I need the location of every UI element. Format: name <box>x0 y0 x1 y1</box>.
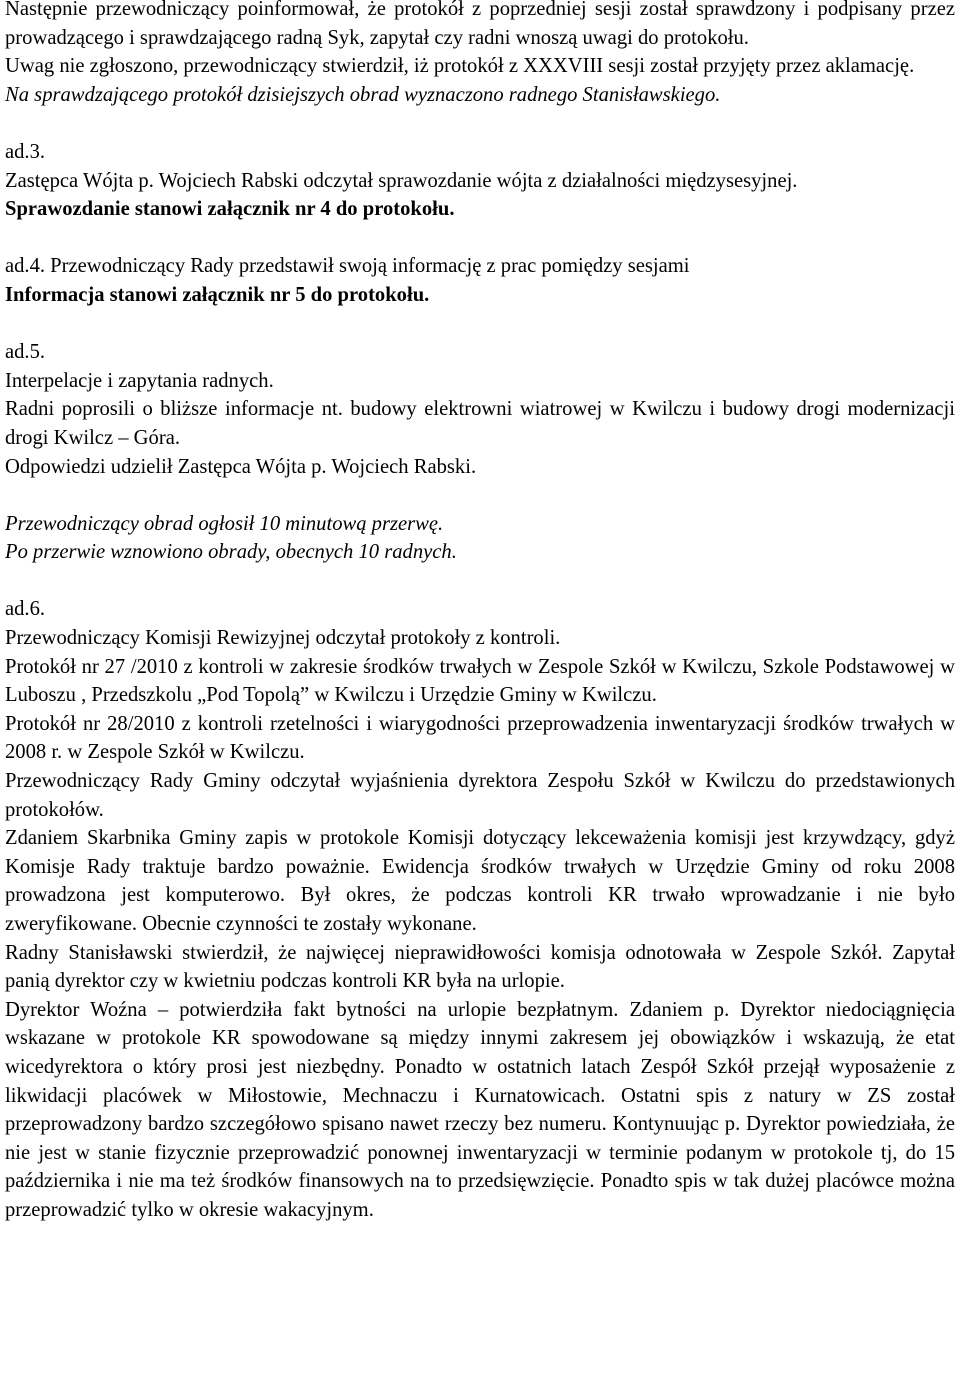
paragraph-director-explanations: Przewodniczący Rady Gminy odczytał wyjaśnienia dyrektora Zespołu Szkół w Kwilczu do przedstawionych protokołów. <box>5 770 955 821</box>
paragraph-protocol-accepted: Uwag nie zgłoszono, przewodniczący stwierdził, iż protokół z XXXVIII sesji został przyjęty przez aklamację. <box>5 55 915 78</box>
agenda-item-heading: ad.6. <box>5 598 46 621</box>
paragraph-director-response: Dyrektor Woźna – potwierdziła fakt bytności na urlopie bezpłatnym. Zdaniem p. Dyrektor niedociągnięcia wskazane w protokole KR spowodowane są między innymi zakresem jej obowiązków i wskazują, że etat wicedyrektora o który prosi jest niezbędny. Ponadto w ostatnich latach Zespół Szkół przejął wyposażenie z likwidacji placówek w Miłostowie, Mechnaczu i Kurnatowicach. Ostatni spis z natury w ZS został przeprowadzony bardzo szczegółowo spisano nawet rzeczy bez numeru. Kontynuując p. Dyrektor powiedziała, że nie jest w stanie fizycznie przeprowadzić ponownej inwentaryzacji w terminie podanym w protokole tj, do 15 października i nie ma też środków finansowych na to przedsięwzięcie. Ponadto spis w tak dużej placówce można przeprowadzić tylko w okresie wakacyjnym. <box>5 998 955 1221</box>
paragraph-councillors-questions: Radni poprosili o bliższe informacje nt. budowy elektrowni wiatrowej w Kwilczu i budowy drogi modernizacji drogi Kwilcz – Góra. <box>5 398 955 449</box>
paragraph-spacer <box>5 109 955 138</box>
paragraph-answers: Odpowiedzi udzielił Zastępca Wójta p. Wojciech Rabski. <box>5 455 477 478</box>
paragraph-spacer <box>5 224 955 253</box>
paragraph-protocol-reviewer: Na sprawdzającego protokół dzisiejszych obrad wyznaczono radnego Stanisławskiego. <box>5 83 721 106</box>
paragraph-attachment-4-note: Sprawozdanie stanowi załącznik nr 4 do protokołu. <box>5 198 455 221</box>
paragraph-deputy-report: Zastępca Wójta p. Wojciech Rabski odczytał sprawozdanie wójta z działalności międzysesyjnej. <box>5 169 798 192</box>
paragraph-attachment-5-note: Informacja stanowi załącznik nr 5 do protokołu. <box>5 283 430 306</box>
paragraph-break-announced: Przewodniczący obrad ogłosił 10 minutową przerwę. <box>5 512 444 535</box>
paragraph-spacer <box>5 310 955 339</box>
paragraph-protocol-28: Protokół nr 28/2010 z kontroli rzetelności i wiarygodności przeprowadzenia inwentaryzacji środków trwałych w 2008 r. w Zespole Szkół w Kwilczu. <box>5 712 955 764</box>
agenda-item-heading: ad.5. <box>5 341 46 364</box>
paragraph-session-resumed: Po przerwie wznowiono obrady, obecnych 10 radnych. <box>5 541 457 564</box>
paragraph-spacer <box>5 481 955 510</box>
paragraph-chairman-info: ad.4. Przewodniczący Rady przedstawił swoją informację z prac pomiędzy sesjami <box>5 255 690 278</box>
paragraph-audit-protocols: Przewodniczący Komisji Rewizyjnej odczytał protokoły z kontroli. <box>5 627 561 650</box>
paragraph-interpellations-title: Interpelacje i zapytania radnych. <box>5 369 274 392</box>
paragraph-treasurer-opinion: Zdaniem Skarbnika Gminy zapis w protokole Komisji dotyczący lekceważenia komisji jest krzywdzący, gdyż Komisje Rady traktuje bardzo poważnie. Ewidencja środków trwałych w Urzędzie Gminy od roku 2008 prowadzona jest komputerowo. Był okres, że podczas kontroli KR trwało wprowadzanie i nie było zweryfikowane. Obecnie czynności te zostały wykonane. <box>5 827 955 935</box>
paragraph-protocol-27: Protokół nr 27 /2010 z kontroli w zakresie środków trwałych w Zespole Szkół w Kwilczu, Szkole Podstawowej w Luboszu , Przedszkolu „Pod Topolą” w Kwilczu i Urzędzie Gminy w Kwilczu. <box>5 655 955 707</box>
paragraph-protocol-check: Następnie przewodniczący poinformował, że protokół z poprzedniej sesji został sprawdzony i podpisany przez prowadzącego i sprawdzającego radną Syk, zapytał czy radni wnoszą uwagi do protokołu. <box>5 0 955 49</box>
paragraph-councillor-remark: Radny Stanisławski stwierdził, że najwięcej nieprawidłowości komisja odnotowała w Zespole Szkół. Zapytał panią dyrektor czy w kwietniu podczas kontroli KR była na urlopie. <box>5 941 955 993</box>
agenda-item-heading: ad.3. <box>5 140 46 163</box>
paragraph-spacer <box>5 567 955 596</box>
document-page <box>5 0 955 1225</box>
